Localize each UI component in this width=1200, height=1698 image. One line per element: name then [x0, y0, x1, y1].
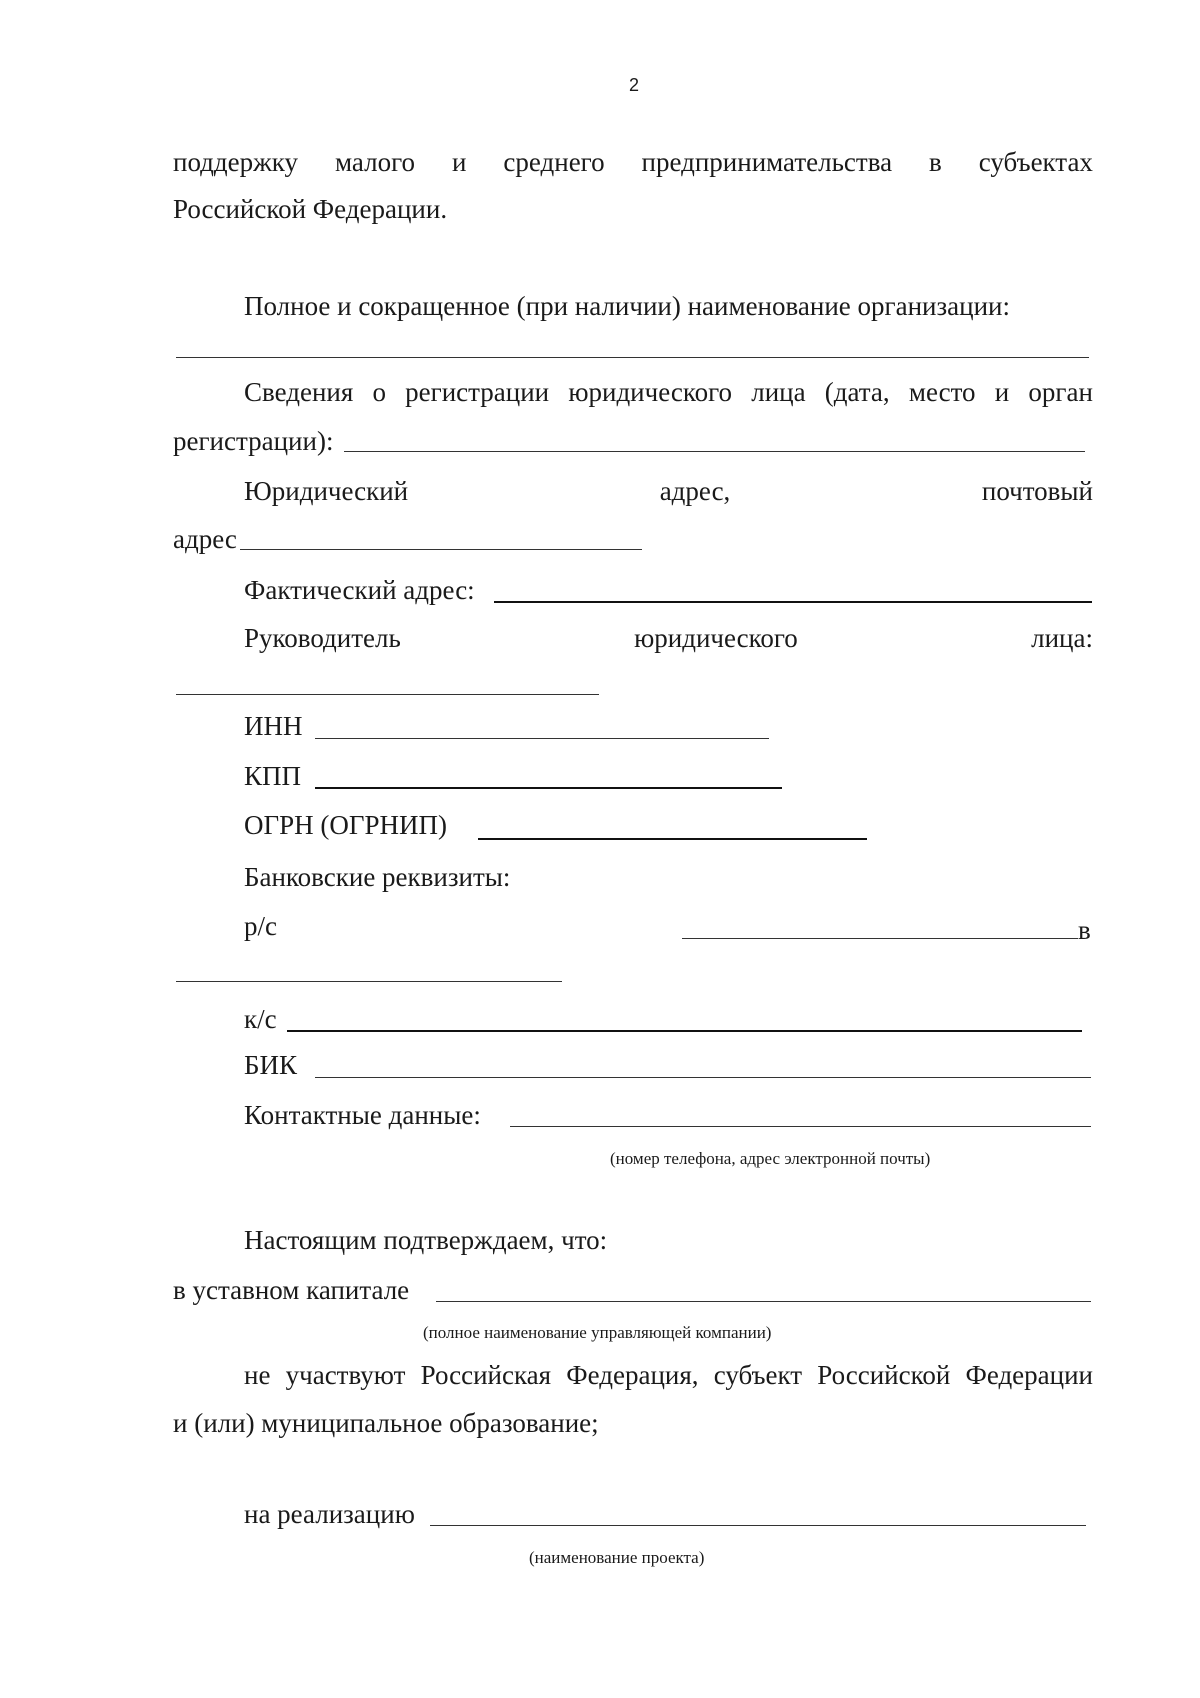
word: Руководитель — [244, 623, 401, 653]
kpp-label: КПП — [244, 761, 302, 791]
ks-label: к/с — [244, 1004, 277, 1034]
word: (дата, — [824, 377, 890, 407]
inn-field[interactable] — [315, 738, 769, 739]
word: Юридический — [244, 476, 409, 506]
registration-field[interactable] — [344, 451, 1085, 452]
word: Российской — [817, 1360, 951, 1390]
actual-address-field[interactable] — [494, 601, 1092, 603]
registration-line-1 — [244, 379, 1093, 406]
word: и — [994, 377, 1010, 407]
contacts-hint: (номер телефона, адрес электронной почты) — [610, 1149, 931, 1168]
word: о — [372, 377, 386, 407]
word: лица — [751, 377, 806, 407]
intro-line-2: Российской Федерации. — [173, 194, 448, 224]
word: в — [929, 147, 942, 177]
charter-label: в уставном капитале — [173, 1275, 410, 1305]
word: участвуют — [285, 1360, 406, 1390]
word: адрес, — [659, 476, 731, 506]
charter-hint: (полное наименование управляющей компании) — [423, 1323, 772, 1342]
word: и — [451, 147, 467, 177]
bank-name-field[interactable] — [176, 981, 562, 982]
word: почтовый — [981, 476, 1093, 506]
word: регистрации — [405, 377, 550, 407]
project-hint: (наименование проекта) — [529, 1548, 705, 1567]
confirm-label: Настоящим подтверждаем, что: — [244, 1225, 608, 1255]
ks-field[interactable] — [287, 1030, 1082, 1032]
actual-address-label: Фактический адрес: — [244, 575, 475, 605]
contacts-field[interactable] — [510, 1126, 1091, 1127]
word: предпринимательства — [641, 147, 893, 177]
org-name-label: Полное и сокращенное (при наличии) наименование организации: — [244, 291, 1010, 321]
inn-label: ИНН — [244, 711, 303, 741]
word: Федерации — [965, 1360, 1093, 1390]
word: Российская — [420, 1360, 552, 1390]
address-line-1 — [244, 478, 1093, 505]
org-name-field[interactable] — [176, 357, 1089, 358]
kpp-field[interactable] — [315, 787, 782, 789]
registration-line-2: регистрации): — [173, 426, 334, 456]
word: лица: — [1031, 623, 1093, 653]
word: субъект — [713, 1360, 803, 1390]
ogrn-label: ОГРН (ОГРНИП) — [244, 810, 447, 840]
rs-label: р/с — [244, 911, 277, 941]
word: поддержку — [173, 147, 299, 177]
word: орган — [1028, 377, 1093, 407]
page-number: 2 — [629, 75, 640, 95]
intro-line-1 — [173, 149, 1093, 176]
word: место — [908, 377, 976, 407]
head-field[interactable] — [176, 694, 599, 695]
word: не — [244, 1360, 271, 1390]
address-field[interactable] — [240, 549, 642, 550]
not-participate-line-1 — [244, 1362, 1093, 1389]
word: Сведения — [244, 377, 354, 407]
rs-in-label: в — [1078, 915, 1091, 945]
realization-field[interactable] — [430, 1525, 1086, 1526]
word: юридического — [634, 623, 798, 653]
realization-label: на реализацию — [244, 1499, 415, 1529]
charter-field[interactable] — [436, 1301, 1091, 1302]
word: Федерация, — [566, 1360, 699, 1390]
not-participate-line-2: и (или) муниципальное образование; — [173, 1408, 599, 1438]
bik-label: БИК — [244, 1050, 298, 1080]
bank-label: Банковские реквизиты: — [244, 862, 511, 892]
ogrn-field[interactable] — [478, 838, 867, 840]
contacts-label: Контактные данные: — [244, 1100, 481, 1130]
address-line-2: адрес — [173, 524, 237, 554]
word: юридического — [568, 377, 733, 407]
rs-field[interactable] — [682, 938, 1078, 939]
bik-field[interactable] — [315, 1077, 1091, 1078]
head-line-1 — [244, 625, 1093, 652]
word: среднего — [503, 147, 605, 177]
word: малого — [335, 147, 415, 177]
word: субъектах — [978, 147, 1093, 177]
